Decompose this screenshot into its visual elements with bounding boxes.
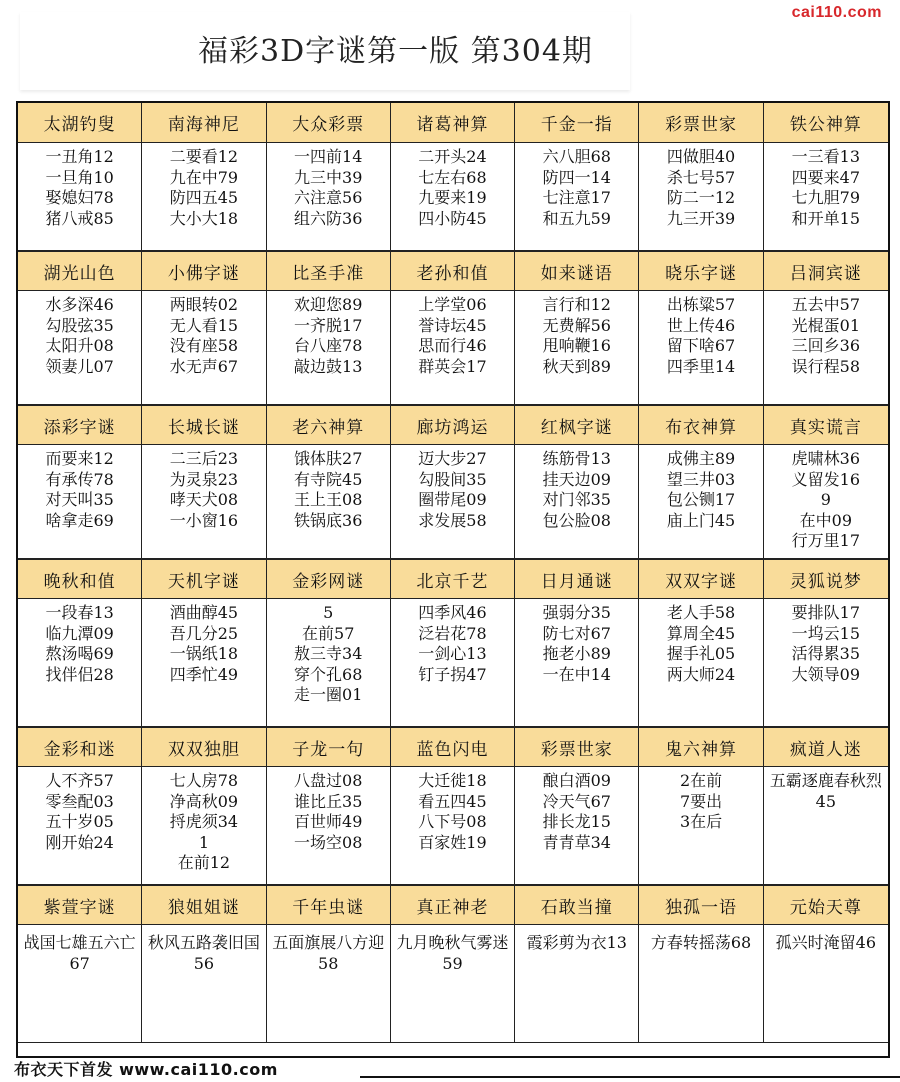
clue-line: 孤兴时淹留46 [775, 933, 877, 952]
clue-line: 泛岩花78 [418, 623, 487, 643]
clue-line: 一锅纸18 [169, 644, 239, 663]
clue-line: 求发展58 [418, 510, 487, 530]
clue-line: 1 [198, 832, 210, 852]
puzzle-source-header: 狼姐姐谜 [142, 885, 266, 925]
puzzle-source-header: 南海神尼 [142, 103, 266, 143]
puzzle-clue-cell [639, 925, 763, 1043]
clue-line: 无人看15 [169, 315, 239, 335]
clue-line: 防四一14 [542, 167, 611, 187]
puzzle-row [18, 727, 888, 885]
puzzle-clue-cell [142, 445, 266, 559]
clue-line: 领妻儿07 [45, 356, 114, 376]
puzzle-source-header: 彩票世家 [515, 727, 639, 767]
clue-line: 握手礼05 [666, 644, 736, 663]
footer-divider [360, 1076, 900, 1078]
puzzle-source-header: 彩票世家 [639, 103, 763, 143]
clue-line: 谁比丘35 [294, 791, 363, 811]
clue-line: 找伴侣28 [45, 664, 114, 684]
clue-line: 出栋粱57 [666, 295, 736, 314]
clue-line: 算周全45 [666, 623, 736, 643]
clue-line: 世上传46 [666, 315, 736, 335]
clue-line: 和五九59 [542, 208, 611, 228]
clue-line: 敖三寺34 [294, 644, 363, 663]
clue-line: 青青草34 [542, 832, 611, 852]
clue-line: 九月晚秋气雾迷59 [396, 933, 509, 973]
clue-line: 一四前14 [294, 147, 363, 166]
clue-line: 冷天气67 [542, 791, 611, 811]
clue-line: 水多深46 [45, 295, 114, 314]
clue-line: 而要来12 [45, 449, 114, 468]
puzzle-clue-cell [391, 445, 515, 559]
puzzle-clue-cell [267, 291, 391, 405]
clue-line: 防四五45 [169, 188, 239, 207]
puzzle-source-header: 紫萱字谜 [18, 885, 142, 925]
puzzle-clue-cell [391, 925, 515, 1043]
clue-line: 包公脸08 [542, 510, 611, 530]
puzzle-source-header: 老六神算 [267, 405, 391, 445]
clue-line: 七注意17 [542, 188, 611, 207]
clue-line: 望三井03 [666, 469, 736, 489]
clue-line: 和开单15 [791, 208, 861, 228]
clue-line: 虎啸林36 [791, 449, 861, 468]
clue-line: 王上王08 [294, 490, 363, 509]
puzzle-clue-cell [764, 445, 888, 559]
clue-line: 一段春13 [45, 603, 114, 622]
puzzle-clue-cell [142, 925, 266, 1043]
puzzle-clue-cell [764, 767, 888, 885]
puzzle-row [18, 885, 888, 1043]
clue-line: 圈带尾09 [418, 490, 487, 509]
puzzle-clue-cell [267, 445, 391, 559]
clue-line: 六注意56 [294, 188, 363, 207]
puzzle-clue-cell [267, 143, 391, 251]
clue-line: 钉子拐47 [418, 664, 487, 684]
clue-line: 走一圈01 [294, 685, 363, 704]
clue-line: 百世师49 [294, 812, 363, 831]
clue-line: 3在后 [679, 812, 723, 831]
clue-line: 七九胆79 [791, 188, 861, 207]
site-badge[interactable]: cai110.com [791, 4, 882, 21]
clue-line: 勾股间35 [418, 469, 487, 489]
puzzle-source-header: 金彩和迷 [18, 727, 142, 767]
clue-line: 誉诗坛45 [418, 315, 487, 335]
clue-line: 净高秋09 [169, 791, 239, 811]
clue-line: 包公铡17 [666, 490, 736, 509]
clue-line: 甩响鞭16 [542, 336, 611, 355]
clue-line: 穿个孔68 [294, 664, 363, 684]
page-title: 福彩3D字谜第一版 第304期 [198, 34, 593, 69]
clue-line: 五十岁05 [45, 812, 114, 831]
clue-line: 为灵泉23 [169, 469, 239, 489]
clue-line: 在中09 [799, 510, 853, 530]
puzzle-source-header: 小佛字谜 [142, 251, 266, 291]
clue-line: 人不齐57 [45, 771, 114, 790]
puzzle-source-header: 天机字谜 [142, 559, 266, 599]
clue-line: 方春转摇荡68 [650, 933, 752, 952]
puzzle-source-header: 铁公神算 [764, 103, 888, 143]
puzzle-clue-cell [515, 445, 639, 559]
puzzle-source-header: 鬼六神算 [639, 727, 763, 767]
puzzle-clue-cell [391, 599, 515, 727]
clue-line: 5 [323, 603, 334, 622]
puzzle-row [18, 103, 888, 251]
clue-line: 在前57 [302, 623, 355, 643]
puzzle-clue-cell [764, 925, 888, 1043]
clue-line: 强弱分35 [542, 603, 611, 622]
puzzle-source-header: 吕洞宾谜 [764, 251, 888, 291]
clue-line: 八盘过08 [294, 771, 363, 790]
clue-line: 酿白酒09 [542, 771, 611, 790]
puzzle-source-header: 北京千艺 [391, 559, 515, 599]
clue-line: 零叁配03 [45, 791, 114, 811]
clue-line: 要排队17 [791, 603, 861, 622]
puzzle-source-header: 布衣神算 [639, 405, 763, 445]
clue-line: 临九潭09 [45, 623, 114, 643]
puzzle-clue-cell [142, 599, 266, 727]
puzzle-clue-cell [639, 143, 763, 251]
clue-line: 七人房78 [169, 771, 239, 790]
clue-line: 光棍蛋01 [791, 315, 861, 335]
clue-line: 九三中39 [294, 167, 363, 187]
clue-line: 留下啥67 [666, 336, 736, 355]
puzzle-clue-cell [639, 291, 763, 405]
clue-line: 误行程58 [791, 356, 861, 376]
clue-line: 两眼转02 [169, 295, 239, 314]
puzzle-source-header: 晓乐字谜 [639, 251, 763, 291]
clue-line: 四做胆40 [666, 147, 736, 166]
clue-line: 九三开39 [666, 208, 736, 228]
clue-line: 群英会17 [418, 356, 487, 376]
clue-line: 拖老小89 [542, 644, 611, 663]
clue-line: 八下号08 [418, 812, 487, 831]
puzzle-clue-cell [639, 445, 763, 559]
clue-line: 秋天到89 [542, 356, 611, 376]
clue-line: 啥拿走69 [45, 510, 114, 530]
clue-line: 练筋骨13 [542, 449, 611, 468]
clue-line: 五霸逐鹿春秋烈45 [769, 771, 882, 811]
puzzle-clue-cell [267, 767, 391, 885]
puzzle-clue-cell [764, 599, 888, 727]
puzzle-source-header: 千金一指 [515, 103, 639, 143]
puzzle-clue-cell [391, 143, 515, 251]
clue-line: 大领导09 [791, 664, 861, 684]
clue-line: 对门邻35 [542, 490, 611, 509]
clue-line: 2在前 [679, 771, 723, 790]
clue-line: 一剑心13 [418, 644, 487, 663]
clue-line: 言行和12 [542, 295, 611, 314]
puzzle-source-header: 双双独胆 [142, 727, 266, 767]
clue-line: 庙上门45 [666, 510, 736, 530]
clue-line: 铁锅底36 [294, 510, 363, 530]
puzzle-grid [18, 103, 888, 1043]
clue-line: 7要出 [679, 791, 723, 811]
clue-line: 猪八戒85 [45, 208, 114, 228]
clue-line: 熬汤喝69 [45, 644, 114, 663]
puzzle-source-header: 元始天尊 [764, 885, 888, 925]
clue-line: 二三后23 [169, 449, 239, 468]
puzzle-source-header: 千年虫谜 [267, 885, 391, 925]
puzzle-row [18, 559, 888, 727]
clue-line: 四季忙49 [169, 664, 239, 684]
clue-line: 无费解56 [542, 315, 611, 335]
puzzle-source-header: 石敢当撞 [515, 885, 639, 925]
puzzle-source-header: 大众彩票 [267, 103, 391, 143]
puzzle-source-header: 添彩字谜 [18, 405, 142, 445]
clue-line: 杀七号57 [666, 167, 736, 187]
clue-line: 一旦角10 [45, 167, 114, 187]
clue-line: 六八胆68 [542, 147, 611, 166]
puzzle-clue-cell [515, 291, 639, 405]
clue-line: 行万里17 [791, 531, 861, 550]
clue-line: 酒曲醇45 [169, 603, 239, 622]
puzzle-clue-cell [18, 143, 142, 251]
clue-line: 吾几分25 [169, 623, 239, 643]
puzzle-source-header: 双双字谜 [639, 559, 763, 599]
clue-line: 排长龙15 [542, 812, 611, 831]
clue-line: 四季里14 [666, 356, 736, 376]
clue-line: 二要看12 [169, 147, 239, 166]
puzzle-source-header: 如来谜语 [515, 251, 639, 291]
clue-line: 敲边鼓13 [294, 356, 363, 376]
puzzle-source-header: 湖光山色 [18, 251, 142, 291]
clue-line: 刚开始24 [45, 832, 114, 852]
clue-line: 有寺院45 [294, 469, 363, 489]
puzzle-clue-cell [764, 291, 888, 405]
clue-line: 五面旗展八方迎58 [272, 933, 385, 973]
puzzle-source-header: 灵狐说梦 [764, 559, 888, 599]
puzzle-clue-cell [515, 767, 639, 885]
puzzle-source-header: 子龙一句 [267, 727, 391, 767]
puzzle-clue-cell [267, 925, 391, 1043]
clue-line: 一小窗16 [169, 510, 239, 530]
puzzle-clue-cell [267, 599, 391, 727]
puzzle-clue-cell [639, 767, 763, 885]
clue-line: 战国七雄五六亡67 [23, 933, 136, 973]
puzzle-source-header: 红枫字谜 [515, 405, 639, 445]
clue-line: 义留发16 [791, 469, 861, 489]
clue-line: 对天叫35 [45, 490, 114, 509]
clue-line: 水无声67 [169, 356, 239, 376]
clue-line: 勾股弦35 [45, 315, 114, 335]
clue-line: 三回乡36 [791, 336, 861, 355]
clue-line: 防七对67 [542, 623, 611, 643]
clue-line: 有承传78 [45, 469, 114, 489]
puzzle-clue-cell [515, 143, 639, 251]
clue-line: 九在中79 [169, 167, 239, 187]
clue-line: 四小防45 [418, 208, 487, 228]
puzzle-source-header: 长城长谜 [142, 405, 266, 445]
clue-line: 二开头24 [418, 147, 487, 166]
clue-line: 九要来19 [418, 188, 487, 207]
puzzle-clue-cell [142, 767, 266, 885]
puzzle-board [16, 101, 890, 1058]
puzzle-clue-cell [639, 599, 763, 727]
clue-line: 哮天犬08 [169, 490, 239, 509]
clue-line: 没有座58 [169, 336, 239, 355]
clue-line: 大小大18 [169, 208, 239, 228]
footer-credit: 布衣天下首发 www.cai110.com [0, 1058, 374, 1082]
clue-line: 老人手58 [666, 603, 736, 622]
clue-line: 欢迎您89 [294, 295, 363, 314]
puzzle-source-header: 廊坊鸿运 [391, 405, 515, 445]
puzzle-clue-cell [764, 143, 888, 251]
clue-line: 台八座78 [294, 336, 363, 355]
puzzle-source-header: 日月通谜 [515, 559, 639, 599]
puzzle-clue-cell [18, 767, 142, 885]
clue-line: 组六防36 [294, 208, 363, 228]
puzzle-source-header: 比圣手准 [267, 251, 391, 291]
puzzle-clue-cell [515, 925, 639, 1043]
puzzle-clue-cell [18, 925, 142, 1043]
clue-line: 挂天边09 [542, 469, 611, 489]
clue-line: 活得累35 [791, 644, 861, 663]
clue-line: 上学堂06 [418, 295, 487, 314]
puzzle-source-header: 真正神老 [391, 885, 515, 925]
puzzle-source-header: 太湖钓叟 [18, 103, 142, 143]
clue-line: 四季风46 [418, 603, 487, 622]
clue-line: 霞彩剪为衣13 [526, 933, 627, 952]
clue-line: 四要来47 [791, 167, 861, 187]
clue-line: 一丑角12 [45, 147, 114, 166]
puzzle-clue-cell [391, 767, 515, 885]
clue-line: 成佛主89 [666, 449, 736, 468]
puzzle-clue-cell [142, 143, 266, 251]
puzzle-source-header: 独孤一语 [639, 885, 763, 925]
clue-line: 娶媳妇78 [45, 188, 114, 207]
clue-line: 一三看13 [791, 147, 861, 166]
clue-line: 一场空08 [294, 832, 363, 852]
clue-line: 七左右68 [418, 167, 487, 187]
clue-line: 迈大步27 [418, 449, 487, 468]
clue-line: 饿体肤27 [294, 449, 363, 468]
clue-line: 9 [820, 490, 831, 509]
clue-line: 秋风五路袭旧国56 [147, 933, 260, 973]
puzzle-clue-cell [18, 291, 142, 405]
puzzle-clue-cell [18, 445, 142, 559]
clue-line: 捋虎须34 [169, 812, 239, 831]
puzzle-source-header: 晚秋和值 [18, 559, 142, 599]
clue-line: 一坞云15 [791, 623, 861, 643]
clue-line: 五去中57 [791, 295, 861, 314]
clue-line: 太阳升08 [45, 336, 114, 355]
clue-line: 百家姓19 [418, 832, 487, 852]
puzzle-source-header: 老孙和值 [391, 251, 515, 291]
puzzle-source-header: 蓝色闪电 [391, 727, 515, 767]
puzzle-clue-cell [142, 291, 266, 405]
puzzle-clue-cell [18, 599, 142, 727]
puzzle-source-header: 疯道人迷 [764, 727, 888, 767]
puzzle-source-header: 真实谎言 [764, 405, 888, 445]
puzzle-clue-cell [515, 599, 639, 727]
clue-line: 思而行46 [418, 336, 487, 355]
puzzle-row [18, 251, 888, 405]
clue-line: 防二一12 [666, 188, 736, 207]
puzzle-row [18, 405, 888, 559]
puzzle-clue-cell [391, 291, 515, 405]
puzzle-source-header: 金彩网谜 [267, 559, 391, 599]
clue-line: 在前12 [177, 853, 231, 872]
clue-line: 一齐脱17 [294, 315, 363, 335]
clue-line: 看五四45 [418, 791, 487, 811]
clue-line: 两大师24 [666, 664, 736, 684]
clue-line: 大迁徙18 [418, 771, 487, 790]
clue-line: 一在中14 [542, 664, 611, 684]
puzzle-source-header: 诸葛神算 [391, 103, 515, 143]
